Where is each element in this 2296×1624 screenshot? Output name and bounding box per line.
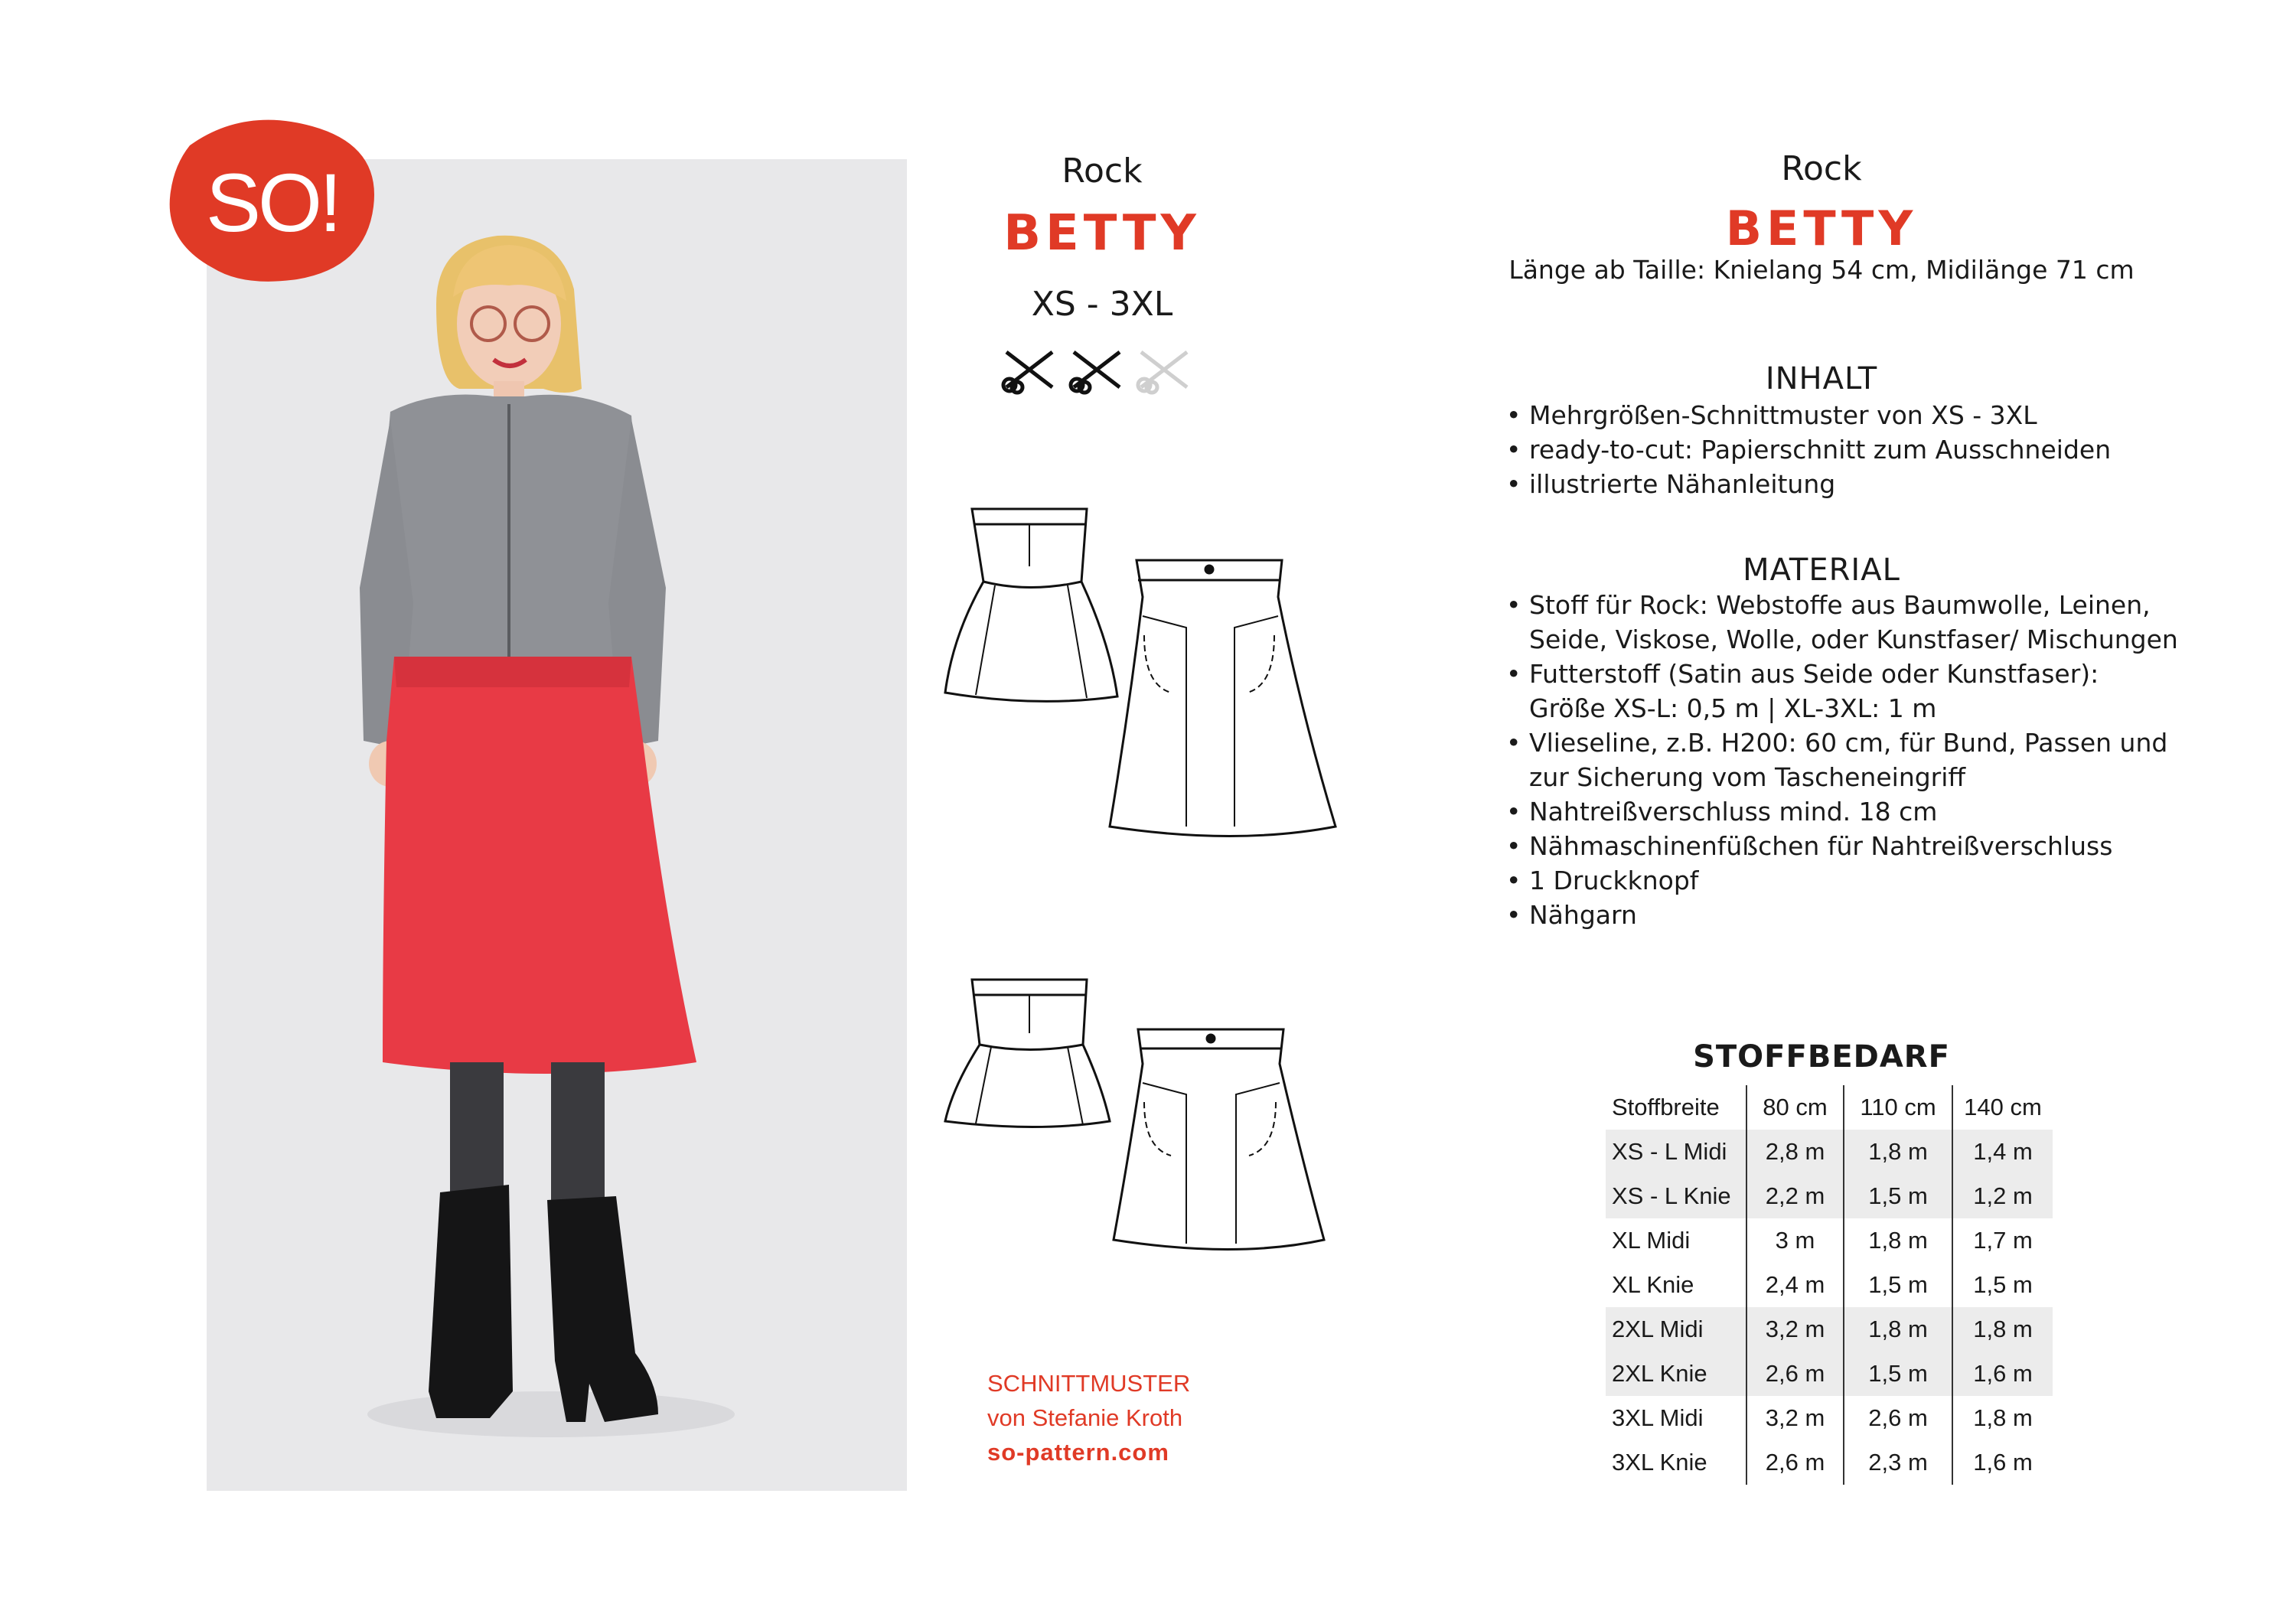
right-pattern-type: Rock — [1781, 149, 1862, 188]
amount-cell: 3,2 m — [1746, 1307, 1844, 1352]
credit-line-2: von Stefanie Kroth — [987, 1404, 1183, 1431]
website-link[interactable]: so-pattern.com — [987, 1439, 1169, 1466]
amount-cell: 1,7 m — [1952, 1218, 2053, 1263]
table-row — [1606, 1440, 2053, 1485]
amount-cell: 1,5 m — [1844, 1174, 1952, 1218]
amount-cell: 2,8 m — [1746, 1130, 1844, 1174]
fabric-requirement-table — [1606, 1085, 2053, 1485]
material-item: • Nähgarn — [1506, 898, 2180, 932]
brand-logo — [159, 115, 381, 295]
size-label-cell: 2XL Midi — [1606, 1307, 1746, 1352]
inhalt-list — [1506, 398, 2195, 501]
skirt-length-info: Länge ab Taille: Knielang 54 cm, Midilänge 71 cm — [1508, 255, 2135, 285]
technical-drawing-knee — [938, 964, 1351, 1270]
table-row — [1606, 1174, 2053, 1218]
scissors-icon-3-inactive — [1138, 352, 1187, 393]
scissors-icons — [999, 343, 1198, 396]
size-label-cell: 3XL Midi — [1612, 1404, 1704, 1431]
size-label-cell: XL Knie — [1612, 1271, 1694, 1298]
table-row — [1606, 1218, 2053, 1263]
table-row — [1606, 1130, 2053, 1174]
technical-drawing-knee-svg — [938, 964, 1351, 1270]
amount-cell: 1,8 m — [1844, 1130, 1952, 1174]
size-label-cell: XL Midi — [1612, 1227, 1691, 1254]
size-range: XS - 3XL — [1031, 285, 1173, 324]
difficulty-rating — [999, 343, 1198, 396]
table-row — [1606, 1396, 2053, 1440]
size-label-cell: 2XL Knie — [1606, 1352, 1746, 1396]
header-cell: Stoffbreite — [1612, 1094, 1720, 1120]
pattern-type: Rock — [1062, 152, 1143, 191]
inhalt-item: • Mehrgrößen-Schnittmuster von XS - 3XL — [1506, 398, 2195, 432]
scissors-icon-1 — [1003, 352, 1052, 393]
amount-cell: 1,8 m — [1844, 1218, 1952, 1263]
material-item: • 1 Druckknopf — [1506, 863, 2180, 898]
header-cell: 80 cm — [1746, 1085, 1844, 1130]
pattern-credit — [987, 1366, 1247, 1469]
inhalt-heading: INHALT — [1765, 361, 1878, 396]
material-item: • Nähmaschinenfüßchen für Nahtreißverschluss — [1506, 829, 2180, 863]
scissors-icon-2 — [1071, 352, 1120, 393]
inhalt-item: • ready-to-cut: Papierschnitt zum Ausschneiden — [1506, 432, 2195, 467]
pattern-name: BETTY — [1003, 205, 1201, 262]
amount-cell: 1,8 m — [1952, 1396, 2053, 1440]
table-row — [1606, 1307, 2053, 1352]
amount-cell: 2,2 m — [1746, 1174, 1844, 1218]
amount-cell: 1,8 m — [1952, 1307, 2053, 1352]
material-heading: MATERIAL — [1743, 553, 1900, 588]
table-header-row — [1606, 1085, 2053, 1130]
amount-cell: 3,2 m — [1746, 1396, 1844, 1440]
table-body — [1606, 1130, 2053, 1485]
stoffbedarf-heading: STOFFBEDARF — [1693, 1039, 1950, 1075]
amount-cell: 3 m — [1746, 1218, 1844, 1263]
material-item: • Futterstoff (Satin aus Seide oder Kunstfaser): Größe XS-L: 0,5 m | XL-3XL: 1 m — [1506, 657, 2180, 726]
table-row — [1606, 1263, 2053, 1307]
amount-cell: 1,5 m — [1844, 1263, 1952, 1307]
model-photo — [207, 159, 907, 1491]
amount-cell: 1,2 m — [1952, 1174, 2053, 1218]
size-label-cell: XS - L Knie — [1606, 1174, 1746, 1218]
credit-line-1: SCHNITTMUSTER — [987, 1370, 1191, 1397]
amount-cell: 1,8 m — [1844, 1307, 1952, 1352]
technical-drawing-midi-svg — [938, 490, 1351, 850]
amount-cell: 2,4 m — [1746, 1263, 1844, 1307]
amount-cell: 2,6 m — [1746, 1440, 1844, 1485]
amount-cell: 2,6 m — [1844, 1396, 1952, 1440]
material-list — [1506, 588, 2180, 932]
logo-text: SO! — [205, 156, 340, 249]
amount-cell: 1,4 m — [1952, 1130, 2053, 1174]
technical-drawing-midi — [938, 490, 1351, 850]
amount-cell: 1,6 m — [1952, 1440, 2053, 1485]
amount-cell: 1,5 m — [1844, 1352, 1952, 1396]
header-cell: 140 cm — [1952, 1085, 2053, 1130]
right-pattern-name: BETTY — [1725, 201, 1918, 256]
material-item: • Vlieseline, z.B. H200: 60 cm, für Bund, Passen und zur Sicherung vom Tascheneingriff — [1506, 726, 2180, 794]
inhalt-item: • illustrierte Nähanleitung — [1506, 467, 2195, 501]
model-photo-illustration — [207, 159, 907, 1491]
size-label-cell: XS - L Midi — [1606, 1130, 1746, 1174]
table-row — [1606, 1352, 2053, 1396]
amount-cell: 2,6 m — [1746, 1352, 1844, 1396]
size-label-cell: 3XL Knie — [1612, 1449, 1707, 1476]
amount-cell: 1,5 m — [1952, 1263, 2053, 1307]
amount-cell: 1,6 m — [1952, 1352, 2053, 1396]
material-item: • Nahtreißverschluss mind. 18 cm — [1506, 794, 2180, 829]
material-item: • Stoff für Rock: Webstoffe aus Baumwolle, Leinen, Seide, Viskose, Wolle, oder Kunstfaser/ Mischungen — [1506, 588, 2180, 657]
header-cell: 110 cm — [1844, 1085, 1952, 1130]
amount-cell: 2,3 m — [1844, 1440, 1952, 1485]
